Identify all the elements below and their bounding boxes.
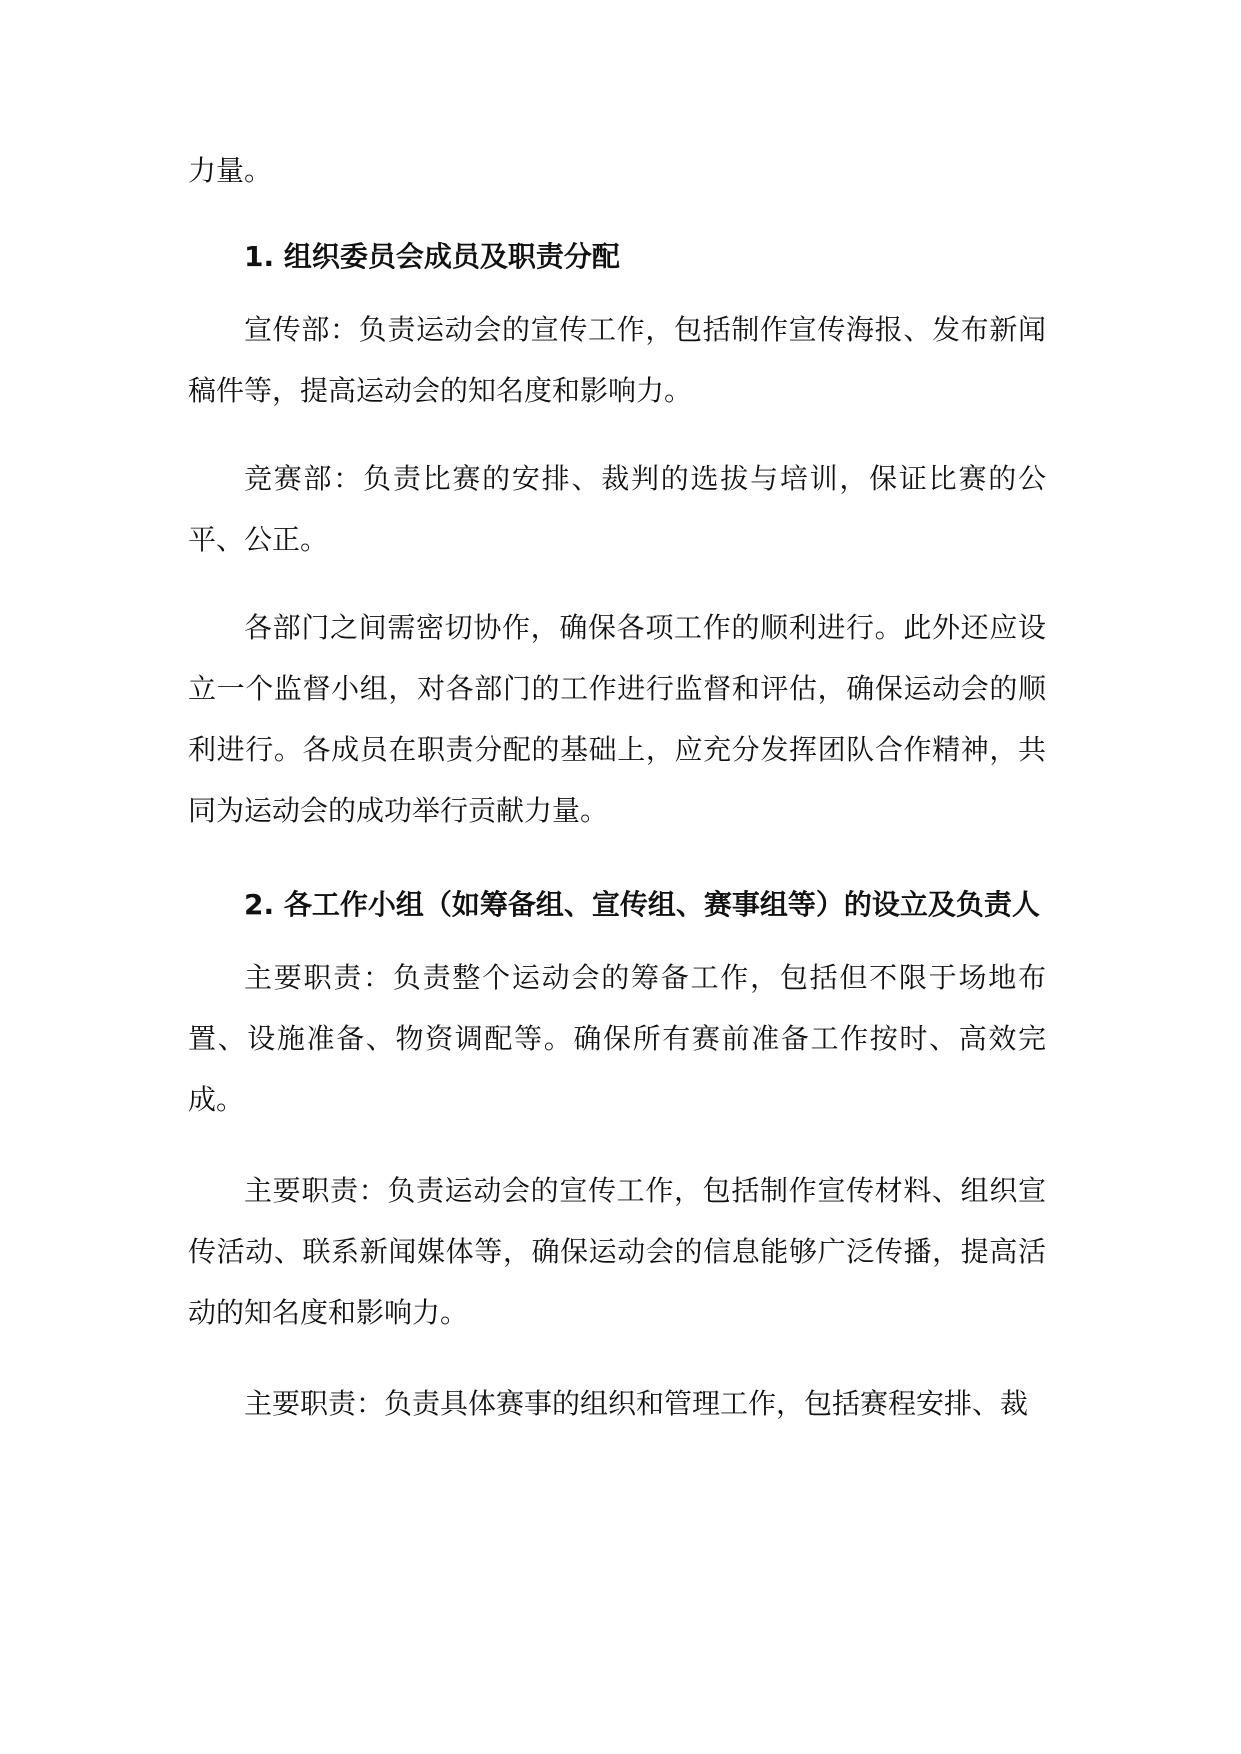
paragraph-continuation: 力量。 [188, 154, 273, 187]
document-body [188, 140, 1046, 1434]
paragraph-spacing [188, 1130, 1046, 1160]
heading-2: 2. 各工作小组（如筹备组、宣传组、赛事组等）的设立及负责人 [244, 888, 1040, 921]
paragraph-competition-dept: 竞赛部：负责比赛的安排、裁判的选拔与培训，保证比赛的公平、公正。 [188, 462, 1046, 556]
paragraph-spacing [188, 570, 1046, 597]
paragraph-spacing [188, 1343, 1046, 1373]
paragraph-publicity-dept: 宣传部：负责运动会的宣传工作，包括制作宣传海报、发布新闻稿件等，提高运动会的知名度和影响力。 [188, 313, 1046, 407]
paragraph-publicity-group: 主要职责：负责运动会的宣传工作，包括制作宣传材料、组织宣传活动、联系新闻媒体等，确保运动会的信息能够广泛传播，提高活动的知名度和影响力。 [188, 1174, 1046, 1329]
heading-1: 1. 组织委员会成员及职责分配 [244, 240, 620, 273]
paragraph-coordination: 各部门之间需密切协作，确保各项工作的顺利进行。此外还应设立一个监督小组，对各部门的工作进行监督和评估，确保运动会的顺利进行。各成员在职责分配的基础上，应充分发挥团队合作精神，共同为运动会的成功举行贡献力量。 [188, 611, 1046, 827]
paragraph-spacing [188, 421, 1046, 448]
paragraph-prep-group: 主要职责：负责整个运动会的筹备工作，包括但不限于场地布置、设施准备、物资调配等。确保所有赛前准备工作按时、高效完成。 [188, 961, 1046, 1116]
paragraph-event-group: 主要职责：负责具体赛事的组织和管理工作，包括赛程安排、裁 [244, 1387, 1029, 1420]
